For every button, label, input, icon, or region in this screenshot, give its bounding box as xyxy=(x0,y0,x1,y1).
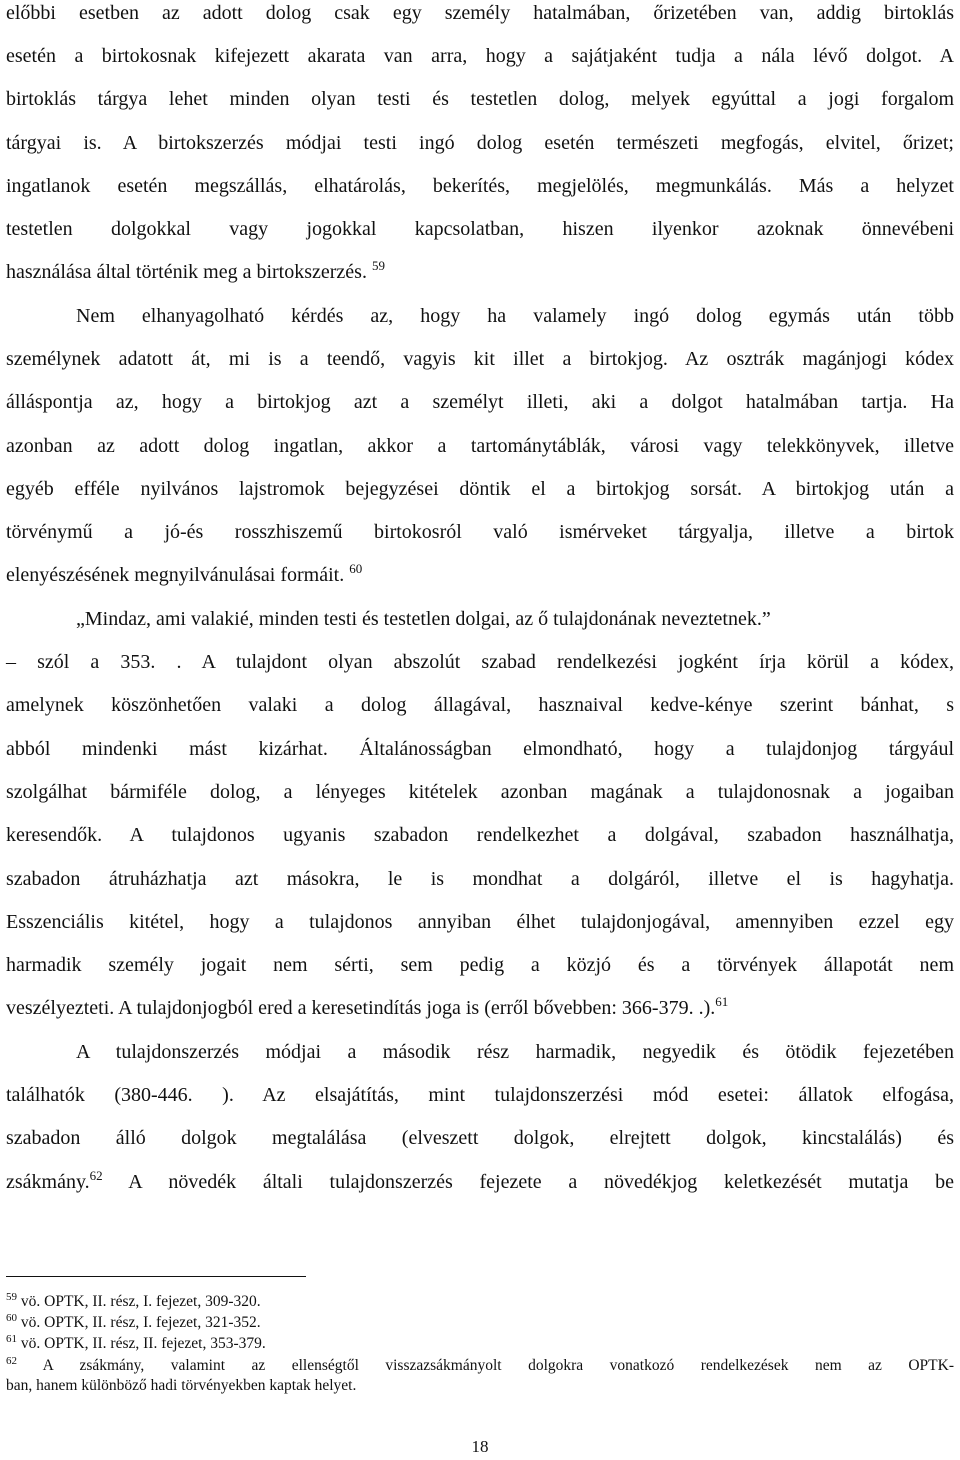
text-line: szabadon álló dolgok megtalálása (elveszett dolgok, elrejtett dolgok, kincstalálás) és xyxy=(6,1127,954,1149)
footnote-ref[interactable]: 60 xyxy=(349,561,363,576)
text-line: esetén a birtokosnak kifejezett akarata van arra, hogy a sajátjaként tudja a nála lévő dolgot. A xyxy=(6,45,954,67)
text-line xyxy=(6,553,954,597)
text-line: tárgyai is. A birtokszerzés módjai testi ingó dolog esetén természeti megfogás, elvitel, őrizet; xyxy=(6,132,954,154)
text-line: keresendők. A tulajdonos ugyanis szabadon rendelkezhet a dolgával, szabadon használhatja, xyxy=(6,824,954,846)
footnote-text: vö. OPTK, II. rész, I. fejezet, 309-320. xyxy=(20,1293,261,1310)
line-text: veszélyezteti. A tulajdonjogból ered a keresetindítás joga is (erről bővebben: 366-379. .). xyxy=(6,997,716,1019)
page-number: 18 xyxy=(471,1437,489,1456)
footnote-text: A zsákmány, valamint az ellenségtől visszazsákmányolt dolgokra vonatkozó rendelkezések nem az OPTK- xyxy=(42,1357,954,1374)
footnote-text: vö. OPTK, II. rész, II. fejezet, 353-379. xyxy=(20,1335,266,1352)
footnote xyxy=(6,1292,261,1311)
text-line xyxy=(6,1160,954,1204)
footnote-number: 59 xyxy=(6,1291,17,1303)
footnote-number: 61 xyxy=(6,1333,17,1345)
text-line: harmadik személy jogait nem sérti, sem pedig a közjó és a törvények állapotát nem xyxy=(6,954,954,976)
text-line: abból mindenki mást kizárhat. Általánosságban elmondható, hogy a tulajdonjog tárgyául xyxy=(6,738,954,760)
footnote-ref[interactable]: 59 xyxy=(371,258,385,273)
footnote-number: 62 xyxy=(6,1355,17,1367)
text-line: testetlen dolgokkal vagy jogokkal kapcsolatban, hiszen ilyenkor azoknak önnevébeni xyxy=(6,218,954,240)
text-line: Esszenciális kitétel, hogy a tulajdonos annyiban élhet tulajdonjogával, amennyiben ezzel egy xyxy=(6,911,954,933)
text-line: szabadon átruházhatja azt másokra, le is mondhat a dolgáról, illetve el is hagyhatja. xyxy=(6,868,954,890)
text-line: Nem elhanyagolható kérdés az, hogy ha valamely ingó dolog egymás után több xyxy=(76,305,954,327)
text-line: törvénymű a jó-és rosszhiszemű birtokosról való ismérveket tárgyalja, illetve a birtok xyxy=(6,521,954,543)
footnote-ref[interactable]: 62 xyxy=(89,1168,103,1183)
text-line: szolgálhat bármiféle dolog, a lényeges kitételek azonban magának a tulajdonosnak a jogaiban xyxy=(6,781,954,803)
footnote-separator xyxy=(6,1276,306,1277)
footnote-number: 60 xyxy=(6,1312,17,1324)
text-line: találhatók (380-446. ). Az elsajátítás, mint tulajdonszerzési mód esetei: állatok elfogása, xyxy=(6,1084,954,1106)
text-line: amelynek köszönhetően valaki a dolog állagával, hasznaival kedve-kénye szerint bánhat, s xyxy=(6,694,954,716)
line-text: használása által történik meg a birtokszerzés. xyxy=(6,261,367,283)
text-line: A tulajdonszerzés módjai a második rész harmadik, negyedik és ötödik fejezetében xyxy=(76,1041,954,1063)
footnote-ref[interactable]: 61 xyxy=(715,994,729,1009)
quote-line: „Mindaz, ami valakié, minden testi és testetlen dolgai, az ő tulajdonának neveztetnek.” xyxy=(76,608,771,630)
footnote-continuation: ban, hanem különböző hadi törvényekben kaptak helyet. xyxy=(6,1377,357,1394)
text-line: birtoklás tárgya lehet minden olyan testi és testetlen dolog, melyek egyúttal a jogi forgalom xyxy=(6,88,954,110)
footnote xyxy=(6,1334,266,1353)
text-line: ingatlanok esetén megszállás, elhatárolás, bekerítés, megjelölés, megmunkálás. Más a helyzet xyxy=(6,175,954,197)
text-line: egyéb efféle nyilvános lajstromok bejegyzései döntik el a birtokjog sorsát. A birtokjog után a xyxy=(6,478,954,500)
line-text: elenyészésének megnyilvánulásai formáit. xyxy=(6,564,345,586)
text-line: – szól a 353. . A tulajdont olyan abszolút szabad rendelkezési jogként írja körül a kódex, xyxy=(6,651,954,673)
text-line: előbbi esetben az adott dolog csak egy személy hatalmában, őrizetében van, addig birtoklás xyxy=(6,2,954,24)
text-line xyxy=(6,986,954,1030)
text-line: azonban az adott dolog ingatlan, akkor a tartománytáblák, városi vagy telekkönyvek, illetve xyxy=(6,435,954,457)
footnote xyxy=(6,1313,261,1332)
line-text: A növedék általi tulajdonszerzés fejezete a növedékjog keletkezését mutatja be xyxy=(128,1171,954,1193)
line-text: zsákmány. xyxy=(6,1171,90,1193)
footnote xyxy=(6,1356,954,1375)
text-line: személynek adatott át, mi is a teendő, vagyis kit illet a birtokjog. Az osztrák magánjogi kódex xyxy=(6,348,954,370)
footnote-text: vö. OPTK, II. rész, I. fejezet, 321-352. xyxy=(20,1314,261,1331)
text-line: álláspontja az, hogy a birtokjog azt a személyt illeti, aki a dolgot hatalmában tartja. Ha xyxy=(6,391,954,413)
text-line xyxy=(6,250,954,294)
